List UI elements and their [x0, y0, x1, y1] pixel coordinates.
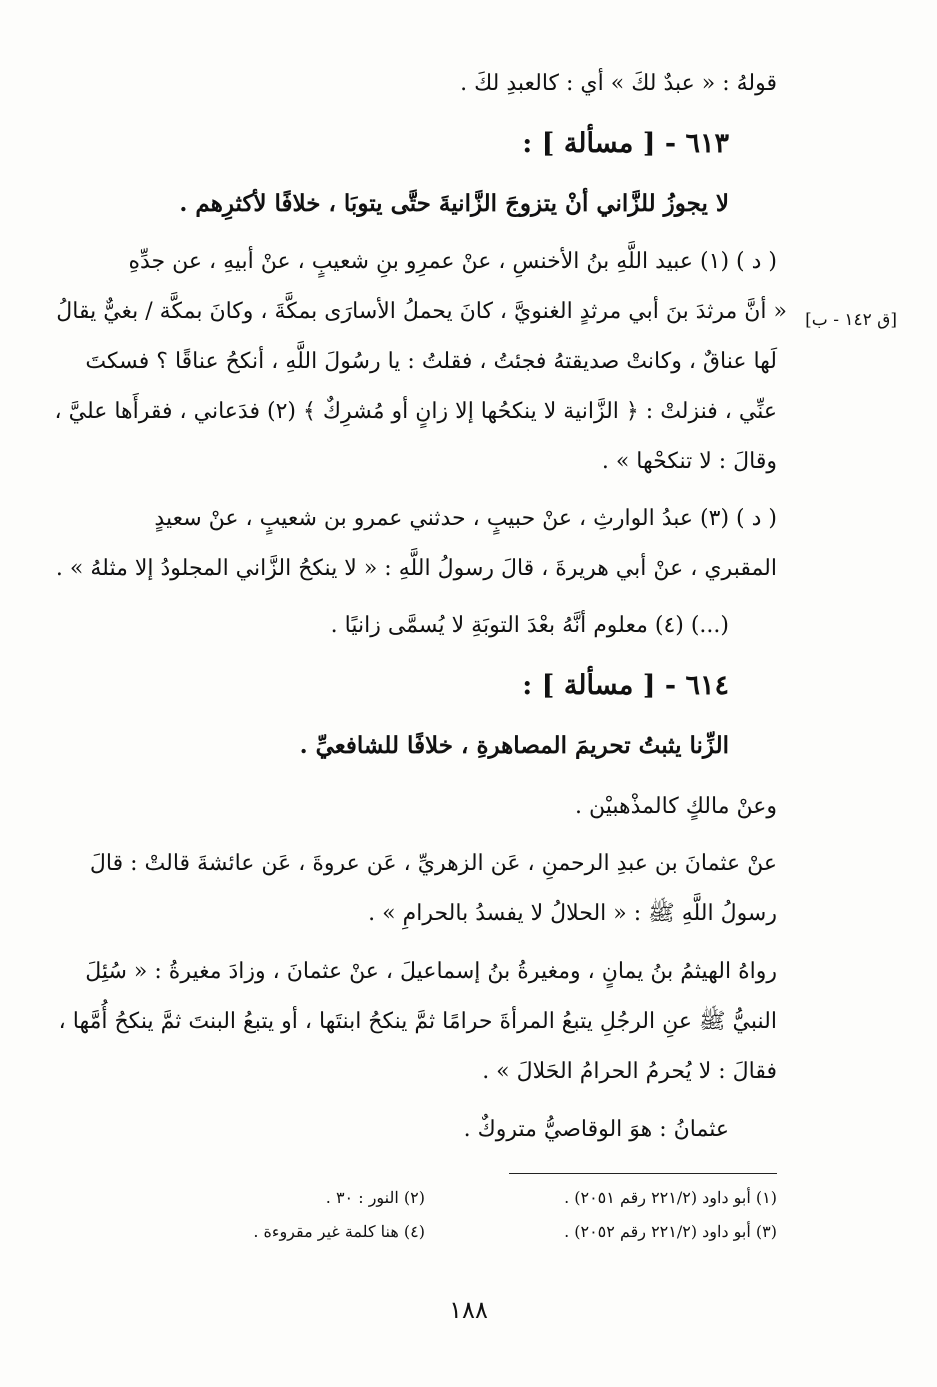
- footnote-rule: [509, 1173, 777, 1174]
- footnote-1: (١) أبو داود (٢٢١/٢ رقم ٢٠٥١) .: [564, 1188, 777, 1207]
- footnote-4: (٤) هنا كلمة غير مقروءة .: [253, 1222, 425, 1241]
- section-heading-613: ٦١٣ - [ مسألة ] :: [522, 128, 729, 159]
- text-line: النبيُّ ﷺ عنِ الرجُلِ يتبعُ المرأةَ حرامًا ثمَّ ينكحُ ابنتَها ، أو يتبعُ البنتَ ثمَّ ينكحُ أُمَّها ،: [58, 1009, 777, 1034]
- text-line: المقبري ، عنْ أبي هريرةَ ، قالَ رسولُ اللَّهِ : « لا ينكحُ الزَّاني المجلودُ إلا مثلهُ » .: [55, 556, 777, 581]
- text-line: عنِّي ، فنزلتْ : ﴿ الزَّانية لا ينكحُها إلا زانٍ أو مُشرِكٌ ﴾ (٢) فدَعاني ، فقرأَها عليَّ ،: [54, 399, 777, 424]
- text-line: وعنْ مالكٍ كالمذْهبيْن .: [575, 794, 777, 819]
- text-line: ( د ) (٣) عبدُ الوارثِ ، عنْ حبيبٍ ، حدثني عمرو بن شعيبٍ ، عنْ سعيدٍ: [154, 506, 777, 531]
- text-line: « أنَّ مرثدَ بنَ أبي مرثدٍ الغنويَّ ، كانَ يحملُ الأسارَى بمكَّةَ ، وكانَ بمكَّة / بغيٌّ يقالُ: [56, 299, 787, 324]
- page-number: ١٨٨: [449, 1296, 488, 1324]
- footnote-2: (٢) النور : ٣٠ .: [325, 1188, 425, 1207]
- text-line: وقالَ : لا تنكحْها » .: [601, 449, 777, 474]
- section-heading-614: ٦١٤ - [ مسألة ] :: [522, 670, 729, 701]
- ruling-line: لا يجوزُ للزَّاني أنْ يتزوجَ الزَّانيةَ حتَّى يتوبَا ، خلافًا لأكثرِهم .: [179, 190, 729, 217]
- text-line: رسولُ اللَّهِ ﷺ : « الحلالُ لا يفسدُ بالحرامِ » .: [368, 901, 777, 926]
- text-line: قولهُ : « عبدٌ لكَ » أي : كالعبدِ لكَ .: [460, 71, 777, 96]
- footnote-3: (٣) أبو داود (٢٢١/٢ رقم ٢٠٥٢) .: [564, 1222, 777, 1241]
- text-line: لَها عناقٌ ، وكانتْ صديقتهُ فجئتُ ، فقلتُ : يا رسُولَ اللَّهِ ، أنكحُ عناقًا ؟ فسكتَ: [85, 349, 777, 374]
- text-line: (...) (٤) معلوم أنَّهُ بعْدَ التوبَةِ لا يُسمَّى زانيًا .: [330, 613, 729, 638]
- ruling-line: الزِّنا يثبتُ تحريمَ المصاهرةِ ، خلافًا للشافعيِّ .: [299, 732, 729, 759]
- text-line: رواهُ الهيثمُ بنُ يمانٍ ، ومغيرةُ بنُ إسماعيلَ ، عنْ عثمانَ ، وزادَ مغيرةُ : « سُئِلَ: [85, 959, 777, 984]
- margin-note: [ق ١٤٢ - ب]: [805, 310, 897, 330]
- text-line: عثمانُ : هوَ الوقاصيُّ متروكٌ .: [463, 1117, 729, 1142]
- text-line: عنْ عثمانَ بن عبدِ الرحمنِ ، عَن الزهريِّ ، عَن عروةَ ، عَن عائشةَ قالتْ : قالَ: [89, 851, 777, 876]
- text-line: فقالَ : لا يُحرمُ الحرامُ الحَلالَ » .: [482, 1059, 777, 1084]
- text-line: ( د ) (١) عبيد اللَّهِ بنُ الأخنسِ ، عنْ عمرِو بنِ شعيبٍ ، عنْ أبيهِ ، عن جدِّهِ: [128, 249, 777, 274]
